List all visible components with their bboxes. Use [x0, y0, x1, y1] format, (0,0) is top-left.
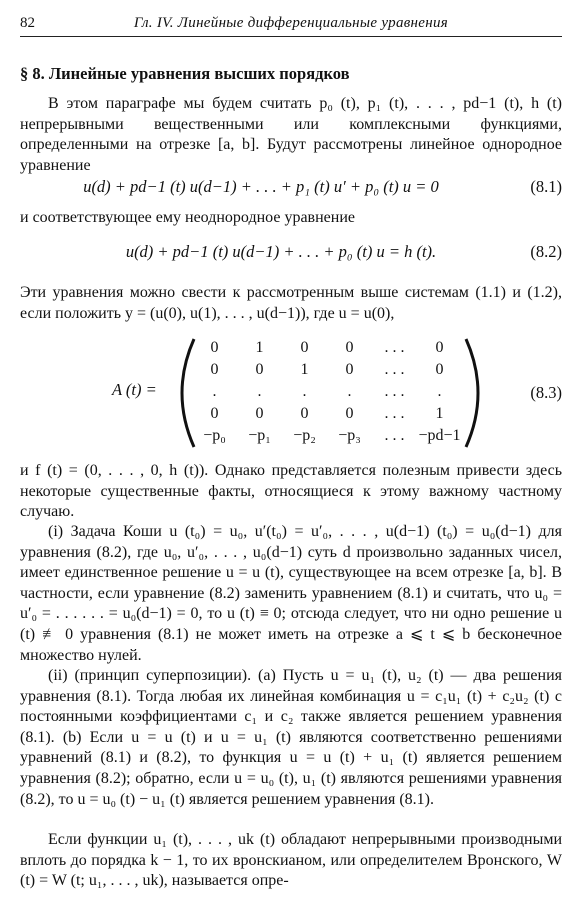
running-header [20, 14, 562, 37]
matrix-cell: . [212, 383, 217, 400]
matrix-cell: . [437, 383, 442, 400]
matrix-cell: . [302, 383, 307, 400]
equation-8-1 [20, 177, 562, 199]
transition-text: и соответствующее ему неоднородное уравнение [20, 209, 355, 226]
equation-8-2-body: u(d) + pd−1 (t) u(d−1) + . . . + p₀ (t) u = h (t). [125, 242, 437, 261]
equation-8-2 [20, 242, 562, 264]
matrix-cell: 1 [435, 405, 444, 422]
matrix-cell: 1 [300, 361, 309, 378]
matrix-cell: . [257, 383, 262, 400]
matrix-cell: 0 [345, 405, 354, 422]
matrix-cell: −pd−1 [418, 427, 461, 444]
matrix-row [192, 381, 462, 403]
intro-paragraph: В этом параграфе мы будем считать p₀ (t), p₁ (t), . . . , pd−1 (t), h (t) непрерывными вещественными или комплексными функциями, определенными на отрезке [a, b]. Будут рассмотрены линейное однородное уравнение [20, 95, 562, 174]
page-number: 82 [20, 15, 35, 31]
matrix-cell: . . . [384, 339, 405, 356]
matrix-lhs: A (t) = [112, 380, 157, 399]
wronskian-paragraph: Если функции u₁ (t), . . . , uk (t) обладают непрерывными производными вплоть до порядка k − 1, то их вронскианом, или определителем Вронского, W (t) = W (t; u₁, . . . , uk), называется опре- [20, 831, 562, 890]
running-title: Гл. IV. Линейные дифференциальные уравнения [133, 15, 449, 31]
matrix-cell: 0 [210, 405, 219, 422]
matrix-cell: 0 [300, 339, 309, 356]
matrix-cell: −p₃ [338, 427, 361, 444]
matrix-row [192, 359, 462, 381]
matrix-cell: 1 [255, 339, 264, 356]
matrix-cell: . [347, 383, 352, 400]
matrix-cell: 0 [300, 405, 309, 422]
equation-8-2-label: (8.2) [530, 242, 562, 261]
matrix-cell: 0 [345, 361, 354, 378]
matrix-cell: 0 [255, 361, 264, 378]
matrix-row [192, 425, 462, 447]
matrix-cell: 0 [435, 339, 444, 356]
matrix-cell: 0 [210, 339, 219, 356]
matrix-cell: −p₀ [203, 427, 226, 444]
matrix-cell: 0 [345, 339, 354, 356]
matrix-cell: 0 [210, 361, 219, 378]
item-i-cauchy-problem: (i) Задача Коши u (t₀) = u₀, u′(t₀) = u′₀, . . . , u(d−1) (t₀) = u₀(d−1) для уравнения (8.2), где u₀, u′₀, . . . , u₀(d−1) суть d произвольно заданных чисел, имеет единственное решение u = u (t), существующее на всем отрезке [a, b]. В частности, если уравнение (8.2) заменить уравнением (8.1) и считать, что u₀ = u′₀ = . . . . . . = u₀(d−1) = 0, то u (t) ≡ 0; отсюда следует, что ни одно решение u (t) ≢ 0 уравнения (8.1) не может иметь на отрезке a ⩽ t ⩽ b бесконечное множество нулей. [20, 523, 562, 664]
matrix-cell: . . . [384, 427, 405, 444]
matrix-cell: 0 [435, 361, 444, 378]
matrix-row [192, 337, 462, 359]
equation-8-1-label: (8.1) [530, 177, 562, 196]
equation-8-1-body: u(d) + pd−1 (t) u(d−1) + . . . + p₁ (t) u′ + p₀ (t) u = 0 [83, 177, 439, 196]
matrix-table [192, 337, 462, 447]
after-matrix-paragraph: и f (t) = (0, . . . , 0, h (t)). Однако представляется полезным привести здесь некоторые существенные факты, относящиеся к этому важному частному случаю. [20, 462, 562, 521]
matrix-cell: . . . [384, 405, 405, 422]
section-title: § 8. Линейные уравнения высших порядков [20, 64, 350, 83]
item-ii-superposition: (ii) (принцип суперпозиции). (a) Пусть u = u₁ (t), u₂ (t) — два решения уравнения (8.1). Тогда любая их линейная комбинация u = c₁u₁ (t) + c₂u₂ (t) с постоянными коэффициентами c₁ и c₂ также является решением уравнения (8.1). (b) Если u = u (t) и u = u₁ (t) являются соответственно решениями уравнений (8.1) и (8.2), то функция u = u (t) + u₁ (t) является решением уравнения (8.2); обратно, если u = u₀ (t), u₁ (t) являются решениями уравнения (8.2), то u = u₀ (t) − u₁ (t) является решением уравнения (8.1). [20, 667, 562, 808]
equation-8-3-label: (8.3) [530, 383, 562, 402]
matrix-cell: . . . [384, 361, 405, 378]
matrix-cell: . . . [384, 383, 405, 400]
reduction-paragraph: Эти уравнения можно свести к рассмотренным выше системам (1.1) и (1.2), если положить y = (u(0), u(1), . . . , u(d−1)), где u = u(0), [20, 284, 562, 322]
matrix-cell: −p₂ [293, 427, 316, 444]
matrix-cell: −p₁ [248, 427, 271, 444]
matrix-cell: 0 [255, 405, 264, 422]
companion-matrix [112, 337, 482, 449]
matrix-row [192, 403, 462, 425]
